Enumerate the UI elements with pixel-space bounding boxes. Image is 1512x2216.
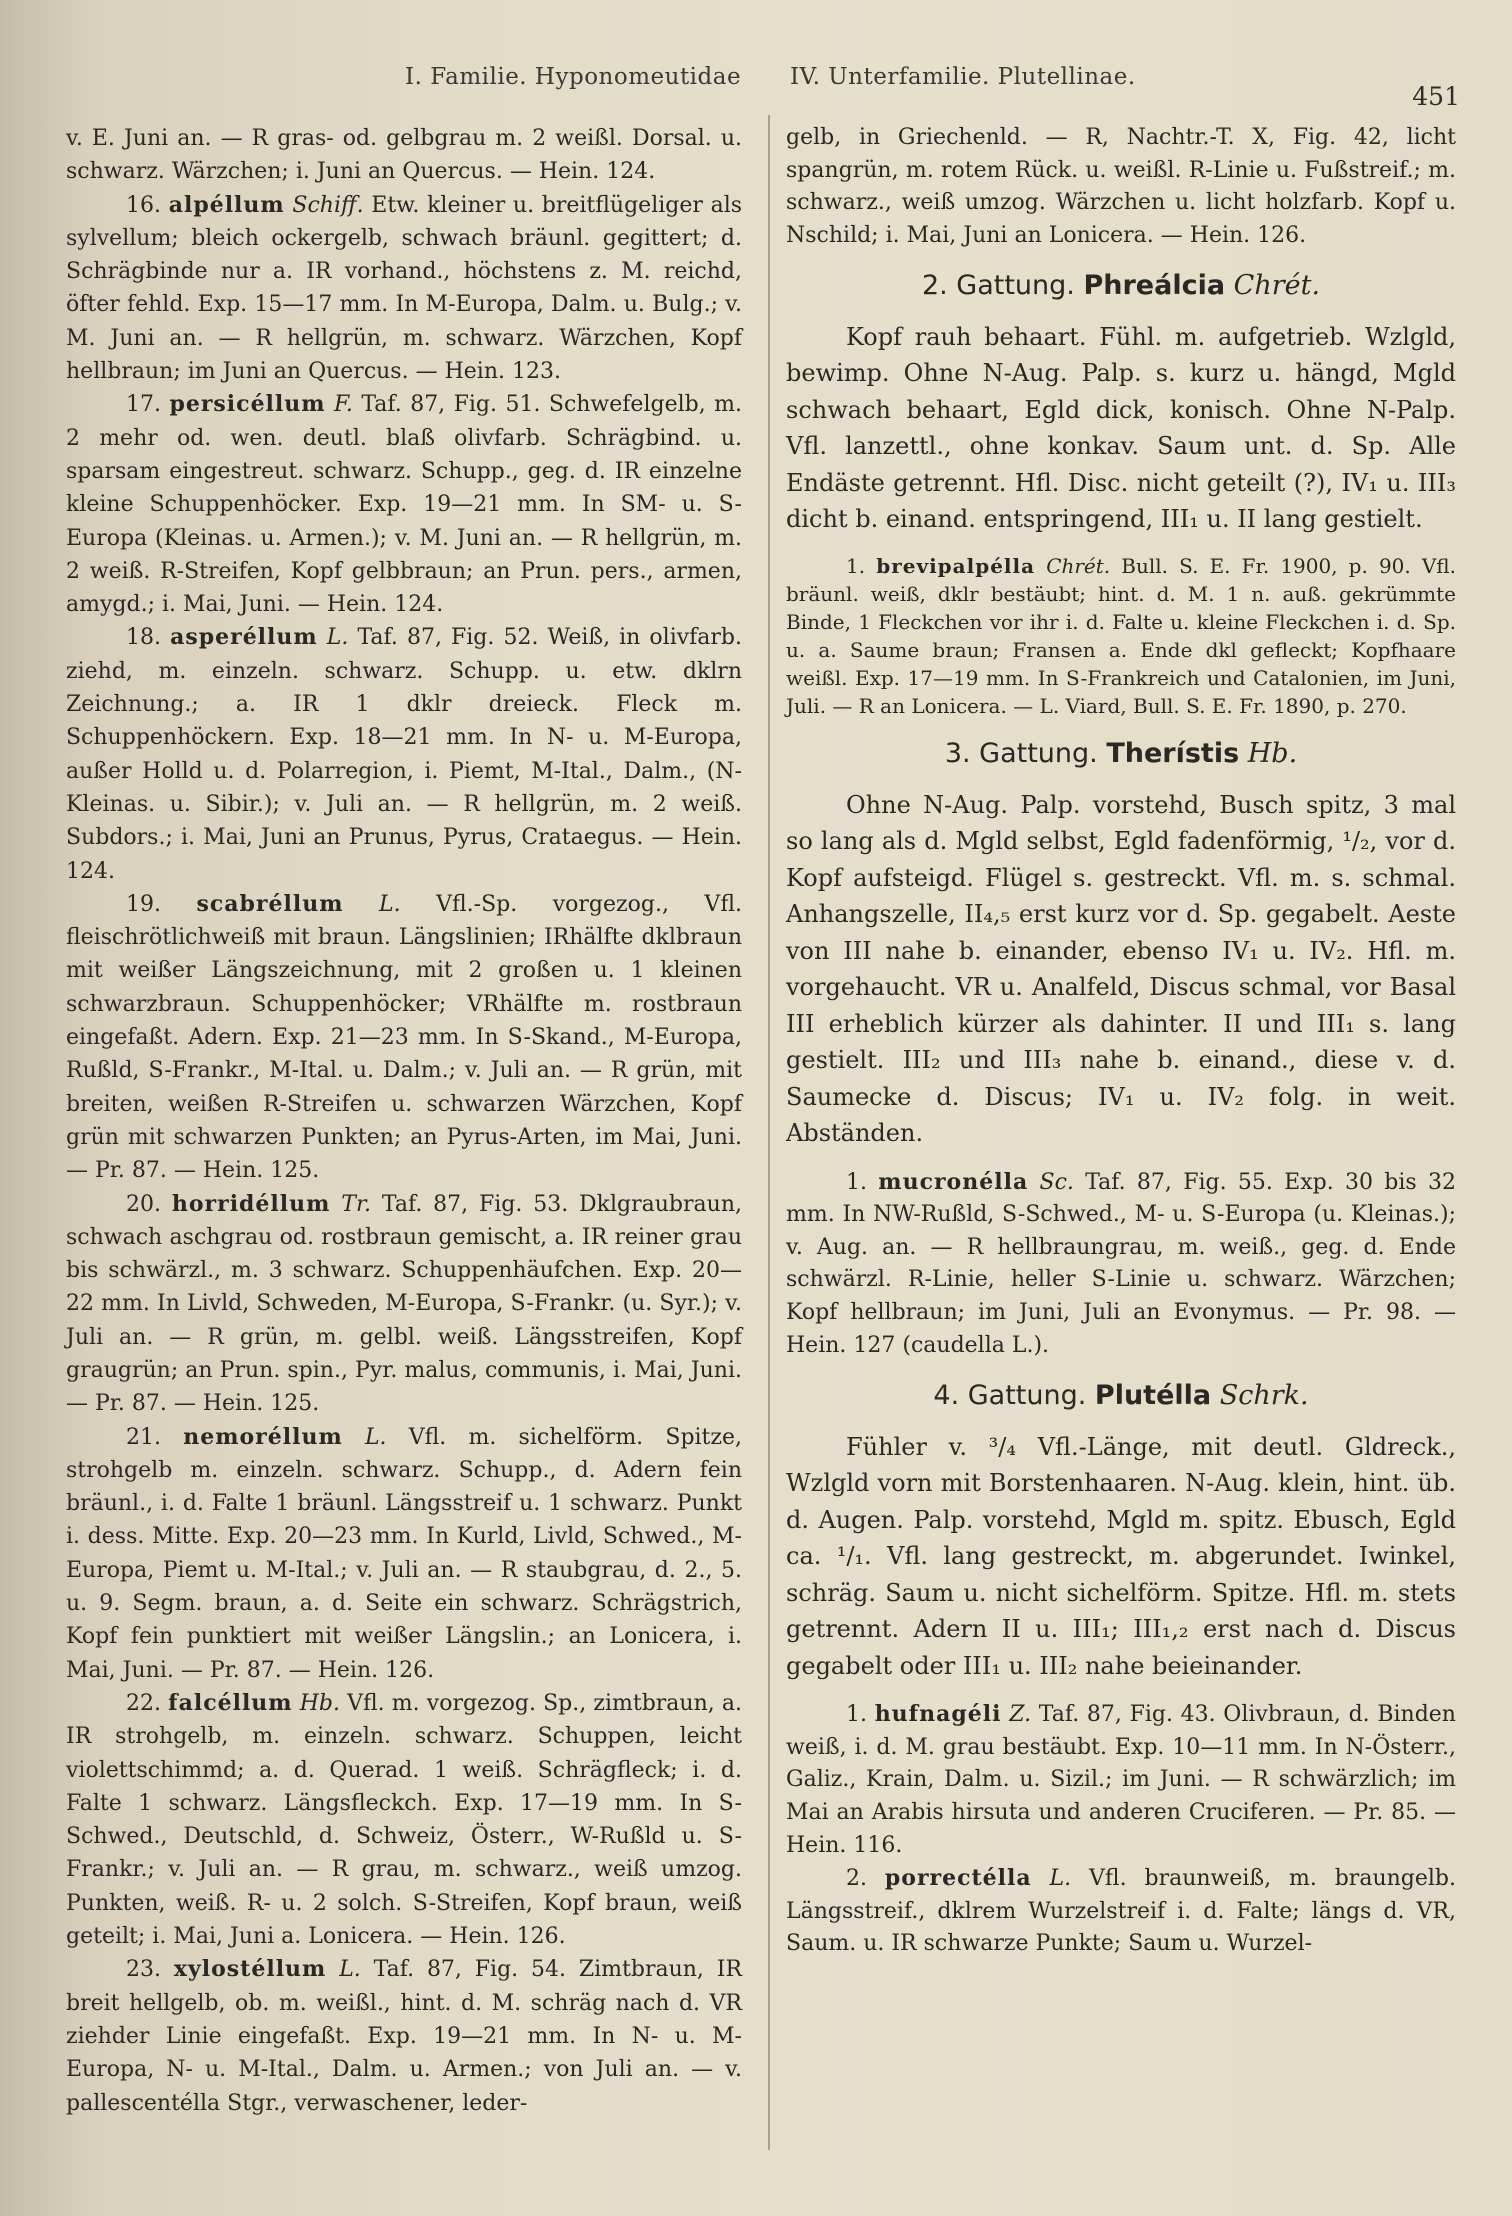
page-number: 451 [1412, 82, 1460, 111]
species-entry: 21. nemoréllum L. Vfl. m. sichelförm. Spitze, strohgelb m. einzeln. schwarz. Schupp., d. Adern fein bräunl., i. d. Falte 1 bräunl. Längsstreif u. 1 schwarz. Punkt i. dess. Mitte. Exp. 20—23 mm. In Kurld, Livld, Schwed., M-Europa, Piemt u. M-Ital.; v. Juli an. — R staubgrau, d. 2., 5. u. 9. Segm. braun, a. d. Seite ein schwarz. Schrägstrich, Kopf fein punktiert mit weißer Längslin.; an Lonicera, i. Mai, Juni. — Pr. 87. — Hein. 126. [66, 1423, 743, 1683]
entry-continuation: gelb, in Griechenld. — R, Nachtr.-T. X, Fig. 42, licht spangrün, m. rotem Rück. u. weißl. R-Linie u. Fußstreif.; m. schwarz., weiß umzog. Wärzchen u. licht holzfarb. Kopf u. Nschild; i. Mai, Juni an Lonicera. — Hein. 126. [786, 125, 1456, 248]
species-name: hufnagéli [874, 1701, 1002, 1728]
species-entry: 16. alpéllum Schiff. Etw. kleiner u. breitflügeliger als sylvellum; bleich ockergelb, schwach bräunl. gegittert; d. Schrägbinde nur a. IR vorhand., höchstens z. M. reichd, öfter fehld. Exp. 15—17 mm. In M-Europa, Dalm. u. Bulg.; v. M. Juni an. — R hellgrün, m. schwarz. Wärzchen, Kopf hellbraun; im Juni an Quercus. — Hein. 123. [66, 191, 743, 385]
species-entry: 1. mucronélla Sc. Taf. 87, Fig. 55. Exp. 30 bis 32 mm. In NW-Rußld, S-Schwed., M- u. S-Europa (u. Kleinas.); v. Aug. an. — R hellbraungrau, m. weiß., geg. d. Ende schwärzl. R-Linie, heller S-Linie u. schwarz. Wärzchen; Kopf hellbraun; im Juni, Juli an Evonymus. — Pr. 98. — Hein. 127 (caudella L.). [786, 1168, 1456, 1358]
genus-description: Fühler v. ³/₄ Vfl.-Länge, mit deutl. Gldreck., Wzlgld vorn mit Borstenhaaren. N-Aug. klein, hint. üb. d. Augen. Palp. vorstehd, Mgld m. spitz. Ebusch, Egld ca. ¹/₁. Vfl. lang gestreckt, m. abgerundet. Iwinkel, schräg. Saum u. nicht sichelförm. Spitze. Hfl. m. stets getrennt. Adern II u. III₁; III₁,₂ erst nach d. Discus gegabelt oder III₁ u. III₂ nahe beieinander. [786, 1432, 1456, 1680]
genus-heading: 3. Gattung. Therístis Hb. [944, 737, 1298, 769]
species-name: brevipalpélla [876, 553, 1036, 578]
running-header-right: IV. Unterfamilie. Plutellinae. [790, 64, 1136, 90]
genus-name: Phreálcia [1083, 270, 1226, 302]
genus-author: Hb. [1247, 737, 1298, 769]
species-entry: 1. brevipalpélla Chrét. Bull. S. E. Fr. 1900, p. 90. Vfl. bräunl. weiß, dklr bestäubt; hint. d. M. 1 n. auß. gekrümmte Binde, 1 Fleckchen vor ihr i. d. Falte u. kleine Fleckchen i. d. Sp. u. a. Saume braun; Fransen a. Ende dkl gefleckt; Kopfhaare weißl. Exp. 17—19 mm. In S-Frankreich und Catalonien, im Juni, Juli. — R an Lonicera. — L. Viard, Bull. S. E. Fr. 1890, p. 270. [786, 553, 1457, 718]
species-entry: 20. horridéllum Tr. Taf. 87, Fig. 53. Dklgraubraun, schwach aschgrau od. rostbraun gemischt, a. IR reiner grau bis schwärzl., m. 3 schwarz. Schuppenhäufchen. Exp. 20—22 mm. In Livld, Schweden, M-Europa, S-Frankr. (u. Syr.); v. Juli an. — R grün, m. gelbl. weiß. Längsstreifen, Kopf graugrün; an Prun. spin., Pyr. malus, communis, i. Mai, Juni. — Pr. 87. — Hein. 125. [66, 1190, 742, 1417]
species-description: Etw. kleiner u. breitflügeliger als sylvellum; bleich ockergelb, schwach bräunl. gegittert; d. Schrägbinde nur a. IR vorhand., höchstens z. M. reichd, öfter fehld. Exp. 15—17 mm. In M-Europa, Dalm. u. Bulg.; v. M. Juni an. — R hellgrün, m. schwarz. Wärzchen, Kopf hellbraun; im Juni an Quercus. — Hein. 123. [66, 192, 743, 385]
species-author: L. [1049, 1866, 1072, 1892]
species-entry: 19. scabréllum L. Vfl.-Sp. vorgezog., Vfl. fleischrötlichweiß mit braun. Längslinien; IRhälfte dklbraun mit weißer Längszeichnung, mit 2 großen u. 1 kleinen schwarzbraun. Schuppenhöcker; VRhälfte m. rostbraun eingefaßt. Adern. Exp. 21—23 mm. In S-Skand., M-Europa, Rußld, S-Frankr., M-Ital. u. Dalm.; v. Juli an. — R grün, mit breiten, weißen R-Streifen u. schwarzen Wärzchen, Kopf grün mit schwarzen Punkten; an Pyrus-Arten, im Mai, Juni. — Pr. 87. — Hein. 125. [66, 890, 742, 1184]
genus-name: Therístis [1106, 737, 1240, 769]
genus-heading: 4. Gattung. Plutélla Schrk. [933, 1380, 1309, 1412]
species-name: asperéllum [170, 624, 318, 651]
species-author: L. [326, 625, 349, 651]
species-author: Schiff. [292, 192, 364, 218]
species-author: Z. [1009, 1702, 1032, 1728]
species-name: mucronélla [878, 1168, 1029, 1195]
species-entry: 17. persicéllum F. Taf. 87, Fig. 51. Schwefelgelb, m. 2 mehr od. wen. deutl. blaß olivfarb. Schrägbind. u. sparsam eingestreut. schwarz. Schupp., geg. d. IR einzelne kleine Schuppenhöcker. Exp. 19—21 mm. In SM- u. S-Europa (Kleinas. u. Armen.); v. M. Juni an. — R hellgrün, m. 2 weiß. R-Streifen, Kopf gelbbraun; an Prun. pers., armen, amygd.; i. Mai, Juni. — Hein. 124. [66, 391, 742, 618]
species-description: Taf. 87, Fig. 52. Weiß, in olivfarb. ziehd, m. einzeln. schwarz. Schupp. u. etw. dklrn Zeichnung.; a. IR 1 dklr dreieck. Fleck m. Schuppenhöckern. Exp. 18—21 mm. In N- u. M-Europa, außer Holld u. d. Polarregion, i. Piemt, M-Ital., Dalm., (N-Kleinas. u. Sibir.); v. Juli an. — R hellgrün, m. 2 weiß. Subdors.; i. Mai, Juni an Prunus, Pyrus, Crataegus. — Hein. 124. [66, 625, 743, 884]
species-description: Vfl. braunweiß, m. braungelb. Längsstreif., dklrem Wurzelstreif i. d. Falte; längs d. VR, Saum. u. IR schwarze Punkte; Saum u. Wurzel- [786, 1866, 1456, 1957]
genus-author: Schrk. [1219, 1380, 1309, 1412]
species-author: F. [334, 392, 353, 418]
species-description: Taf. 87, Fig. 55. Exp. 30 bis 32 mm. In NW-Rußld, S-Schwed., M- u. S-Europa (u. Kleinas.); v. Aug. an. — R hellbraungrau, m. weiß., geg. d. Ende schwärzl. R-Linie, heller S-Linie u. schwarz. Wärzchen; Kopf hellbraun; im Juni, Juli an Evonymus. — Pr. 98. — Hein. 127 (caudella L.). [786, 1169, 1456, 1358]
species-author: Tr. [341, 1191, 372, 1217]
species-entry: 22. falcéllum Hb. Vfl. m. vorgezog. Sp., zimtbraun, a. IR strohgelb, m. einzeln. schwarz. Schuppen, leicht violettschimmd; a. d. Querad. 1 weiß. Schrägfleck; i. d. Falte 1 schwarz. Längsfleckch. Exp. 17—19 mm. In S-Schwed., Deutschld, d. Schweiz, Österr., W-Rußld u. S-Frankr.; v. Juli an. — R grau, m. schwarz., weiß umzog. Punkten, weiß. R- u. 2 solch. S-Streifen, Kopf braun, weiß geteilt; i. Mai, Juni a. Lonicera. — Hein. 126. [66, 1689, 742, 1950]
species-description: Vfl. m. vorgezog. Sp., zimtbraun, a. IR strohgelb, m. einzeln. schwarz. Schuppen, leicht violettschimmd; a. d. Querad. 1 weiß. Schrägfleck; i. d. Falte 1 schwarz. Längsfleckch. Exp. 17—19 mm. In S-Schwed., Deutschld, d. Schweiz, Österr., W-Rußld u. S-Frankr.; v. Juli an. — R grau, m. schwarz., weiß umzog. Punkten, weiß. R- u. 2 solch. S-Streifen, Kopf braun, weiß geteilt; i. Mai, Juni a. Lonicera. — Hein. 126. [66, 1690, 742, 1950]
genus-heading: 2. Gattung. Phreálcia Chrét. [921, 270, 1321, 302]
species-name: porrectélla [884, 1865, 1032, 1892]
genus-description: Ohne N-Aug. Palp. vorstehd, Busch spitz, 3 mal so lang als d. Mgld selbst, Egld fadenförmig, ¹/₂, vor d. Kopf aufsteigd. Flügel s. gestreckt. Vfl. m. s. schmal. Anhangszelle, II₄,₅ erst kurz vor d. Sp. gegabelt. Aeste von III nahe b. einander, ebenso IV₁ u. IV₂. Hfl. m. vorgehaucht. VR u. Analfeld, Discus schmal, vor Basal III erheblich kürzer als dahinter. II und III₁ s. lang gestielt. III₂ und III₃ nahe b. einand., diese v. d. Saumecke d. Discus; IV₁ u. IV₂ folg. in weit. Abständen. [786, 790, 1456, 1148]
species-description: Taf. 87, Fig. 43. Olivbraun, d. Binden weiß, i. d. M. grau bestäubt. Exp. 10—11 mm. In N-Österr., Galiz., Krain, Dalm. u. Sizil.; im Juni. — R schwärzlich; im Mai an Arabis hirsuta und anderen Cruciferen. — Pr. 85. — Hein. 116. [786, 1702, 1456, 1858]
species-author: Sc. [1039, 1169, 1074, 1195]
column-divider [768, 115, 770, 2150]
species-description: Taf. 87, Fig. 51. Schwefelgelb, m. 2 mehr od. wen. deutl. blaß olivfarb. Schrägbind. u. sparsam eingestreut. schwarz. Schupp., geg. d. IR einzelne kleine Schuppenhöcker. Exp. 19—21 mm. In SM- u. S-Europa (Kleinas. u. Armen.); v. M. Juni an. — R hellgrün, m. 2 weiß. R-Streifen, Kopf gelbbraun; an Prun. pers., armen, amygd.; i. Mai, Juni. — Hein. 124. [66, 392, 742, 618]
species-entry: 2. porrectélla L. Vfl. braunweiß, m. braungelb. Längsstreif., dklrem Wurzelstreif i. d. Falte; längs d. VR, Saum. u. IR schwarze Punkte; Saum u. Wurzel- [786, 1865, 1456, 1957]
species-author: Hb. [299, 1690, 340, 1716]
genus-description: Kopf rauh behaart. Fühl. m. aufgetrieb. Wzlgld, bewimp. Ohne N-Aug. Palp. s. kurz u. hängd, Mgld schwach behaart, Egld dick, konisch. Ohne N-Palp. Vfl. lanzettl., ohne konkav. Saum unt. d. Sp. Alle Endäste getrennt. Hfl. Disc. nicht geteilt (?), IV₁ u. III₃ dicht b. einand. entspringend, III₁ u. II lang gestielt. [786, 322, 1456, 534]
species-name: nemoréllum [183, 1423, 343, 1450]
species-description: Taf. 87, Fig. 53. Dklgraubraun, schwach aschgrau od. rostbraun gemischt, a. IR reiner grau bis schwärzl., m. 3 schwarz. Schuppenhäufchen. Exp. 20—22 mm. In Livld, Schweden, M-Europa, S-Frankr. (u. Syr.); v. Juli an. — R grün, m. gelbl. weiß. Längsstreifen, Kopf graugrün; an Prun. spin., Pyr. malus, communis, i. Mai, Juni. — Pr. 87. — Hein. 125. [66, 1191, 742, 1417]
species-author: L. [379, 891, 401, 917]
species-description: Vfl. m. sichelförm. Spitze, strohgelb m. einzeln. schwarz. Schupp., d. Adern fein bräunl., i. d. Falte 1 bräunl. Längsstreif u. 1 schwarz. Punkt i. dess. Mitte. Exp. 20—23 mm. In Kurld, Livld, Schwed., M-Europa, Piemt u. M-Ital.; v. Juli an. — R staubgrau, d. 2., 5. u. 9. Segm. braun, a. d. Seite ein schwarz. Schrägstrich, Kopf fein punktiert mit weißer Längslin.; an Lonicera, i. Mai, Juni. — Pr. 87. — Hein. 126. [66, 1424, 743, 1683]
right-column [786, 122, 1456, 1961]
species-description: Vfl.-Sp. vorgezog., Vfl. fleischrötlichweiß mit braun. Längslinien; IRhälfte dklbraun mit weißer Längszeichnung, mit 2 großen u. 1 kleinen schwarzbraun. Schuppenhöcker; VRhälfte m. rostbraun eingefaßt. Adern. Exp. 21—23 mm. In S-Skand., M-Europa, Rußld, S-Frankr., M-Ital. u. Dalm.; v. Juli an. — R grün, mit breiten, weißen R-Streifen u. schwarzen Wärzchen, Kopf grün mit schwarzen Punkten; an Pyrus-Arten, im Mai, Juni. — Pr. 87. — Hein. 125. [66, 891, 742, 1184]
species-name: alpéllum [168, 191, 285, 218]
species-description: Taf. 87, Fig. 54. Zimtbraun, IR breit hellgelb, ob. m. weißl., hint. d. M. schräg nach d. VR ziehder Linie eingefaßt. Exp. 19—21 mm. In N- u. M-Europa, N- u. M-Ital., Dalm. u. Armen.; von Juli an. — v. pallesce​ntélla Stgr., verwaschener, leder- [66, 1957, 743, 2116]
entry-continuation: v. E. Juni an. — R gras- od. gelbgrau m. 2 weißl. Dorsal. u. schwarz. Wärzchen; i. Juni an Quercus. — Hein. 124. [66, 126, 742, 185]
species-name: xylostéllum [173, 1956, 327, 1983]
genus-author: Chrét. [1233, 270, 1321, 302]
species-name: falcéllum [168, 1689, 293, 1716]
species-entry: 18. asperéllum L. Taf. 87, Fig. 52. Weiß, in olivfarb. ziehd, m. einzeln. schwarz. Schupp. u. etw. dklrn Zeichnung.; a. IR 1 dklr dreieck. Fleck m. Schuppenhöckern. Exp. 18—21 mm. In N- u. M-Europa, außer Holld u. d. Polarregion, i. Piemt, M-Ital., Dalm., (N-Kleinas. u. Sibir.); v. Juli an. — R hellgrün, m. 2 weiß. Subdors.; i. Mai, Juni an Prunus, Pyrus, Crataegus. — Hein. 124. [66, 624, 743, 884]
species-entry: 1. hufnagéli Z. Taf. 87, Fig. 43. Olivbraun, d. Binden weiß, i. d. M. grau bestäubt. Exp. 10—11 mm. In N-Österr., Galiz., Krain, Dalm. u. Sizil.; im Juni. — R schwärzlich; im Mai an Arabis hirsuta und anderen Cruciferen. — Pr. 85. — Hein. 116. [786, 1701, 1456, 1858]
species-author: Chrét. [1046, 553, 1111, 578]
species-name: persicéllum [169, 391, 326, 418]
species-description: Bull. S. E. Fr. 1900, p. 90. Vfl. bräunl. weiß, dklr bestäubt; hint. d. M. 1 n. auß. gekrümmte Binde, 1 Fleckchen vor ihr i. d. Falte u. kleine Fleckchen i. d. Sp. u. a. Saume braun; Fransen a. Ende dkl gefleckt; Kopfhaare weißl. Exp. 17—19 mm. In S-Frankreich und Catalonien, im Juni, Juli. — R an Lonicera. — L. Viard, Bull. S. E. Fr. 1890, p. 270. [786, 553, 1457, 718]
species-author: L. [364, 1424, 387, 1450]
genus-name: Plutélla [1094, 1380, 1212, 1412]
left-column [66, 122, 742, 2120]
species-name: scabréllum [196, 890, 344, 917]
running-header-left: I. Familie. Hyponomeutidae [405, 64, 742, 90]
species-entry: 23. xylostéllum L. Taf. 87, Fig. 54. Zimtbraun, IR breit hellgelb, ob. m. weißl., hint. d. M. schräg nach d. VR ziehder Linie eingefaßt. Exp. 19—21 mm. In N- u. M-Europa, N- u. M-Ital., Dalm. u. Armen.; von Juli an. — v. pallesce​ntélla Stgr., verwaschener, leder- [66, 1956, 743, 2116]
species-name: horridéllum [171, 1190, 331, 1217]
species-author: L. [339, 1957, 361, 1983]
